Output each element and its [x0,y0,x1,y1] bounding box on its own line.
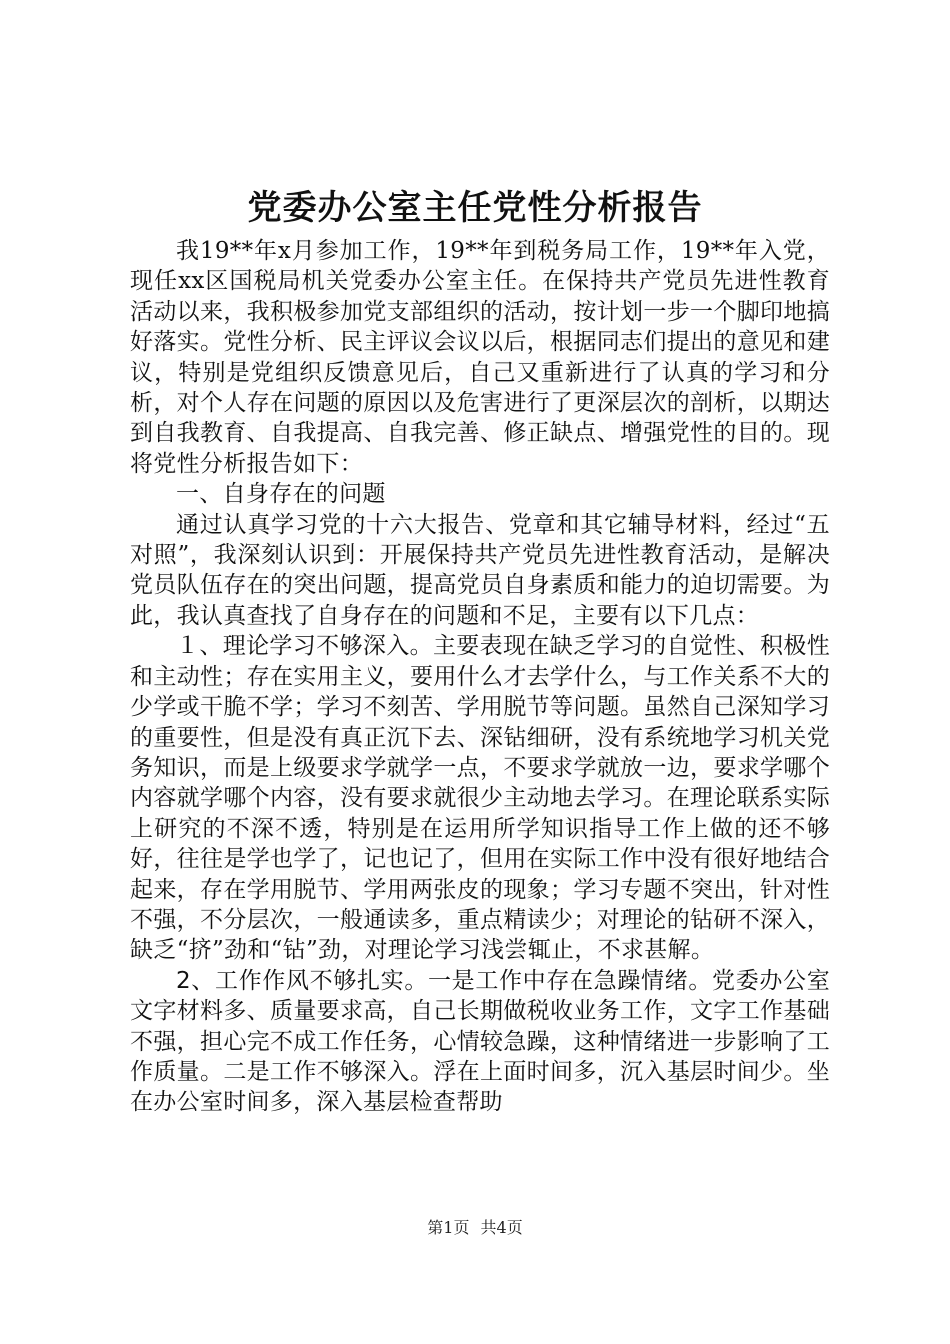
point-2-paragraph [130,966,830,1118]
point-1-paragraph: １、理论学习不够深入。主要表现在缺乏学习的自觉性、积极性和主动性；存在实用主义，要用什么才去学什么，与工作关系不大的少学或干脆不学；学习不刻苦、学用脱节等问题。虽然自己深知学习的重要性，但是没有真正沉下去、深钻细研，没有系统地学习机关党务知识，而是上级要求学就学一点，不要求学就放一边，要求学哪个内容就学哪个内容，没有要求就很少主动地去学习。在理论联系实际上研究的不深不透，特别是在运用所学知识指导工作上做的还不够好，往往是学也学了，记也记了，但用在实际工作中没有很好地结合起来，存在学用脱节、学用两张皮的现象；学习专题不突出，针对性不强，不分层次，一般通读多，重点精读少；对理论的钻研不深入，缺乏“挤”劲和“钻”劲，对理论学习浅尝辄止，不求甚解。 [130,633,830,964]
document-body [130,236,830,1118]
document-title: 党委办公室主任党性分析报告 [247,188,703,228]
section-heading: 一、自身存在的问题 [176,481,386,508]
section-intro-paragraph: 通过认真学习党的十六大报告、党章和其它辅导材料，经过“五对照”，我深刻认识到：开展保持共产党员先进性教育活动，是解决党员队伍存在的突出问题，提高党员自身素质和能力的迫切需要。为此，我认真查找了自身存在的问题和不足，主要有以下几点： [130,511,830,629]
intro-paragraph: 我19**年x月参加工作，19**年到税务局工作，19**年入党，现任xx区国税局机关党委办公室主任。在保持共产党员先进性教育活动以来，我积极参加党支部组织的活动，按计划一步一个脚印地搞好落实。党性分析、民主评议会议以后，根据同志们提出的意见和建议，特别是党组织反馈意见后，自己又重新进行了认真的学习和分析，对个人存在问题的原因以及危害进行了更深层次的剖析，以期达到自我教育、自我提高、自我完善、修正缺点、增强党性的目的。现将党性分析报告如下： [130,238,830,477]
point-2-heading: 2、工作作风不够扎实。 [176,967,428,994]
point-2-body: 一是工作中存在急躁情绪。党委办公室文字材料多、质量要求高，自己长期做税收业务工作，文字工作基础不强，担心完不成工作任务，心情较急躁，这种情绪进一步影响了工作质量。二是工作不够深入。浮在上面时间多，沉入基层时间少。坐在办公室时间多，深入基层检查帮助 [130,967,830,1116]
page-footer: 第1页 共4页 [427,1218,523,1237]
